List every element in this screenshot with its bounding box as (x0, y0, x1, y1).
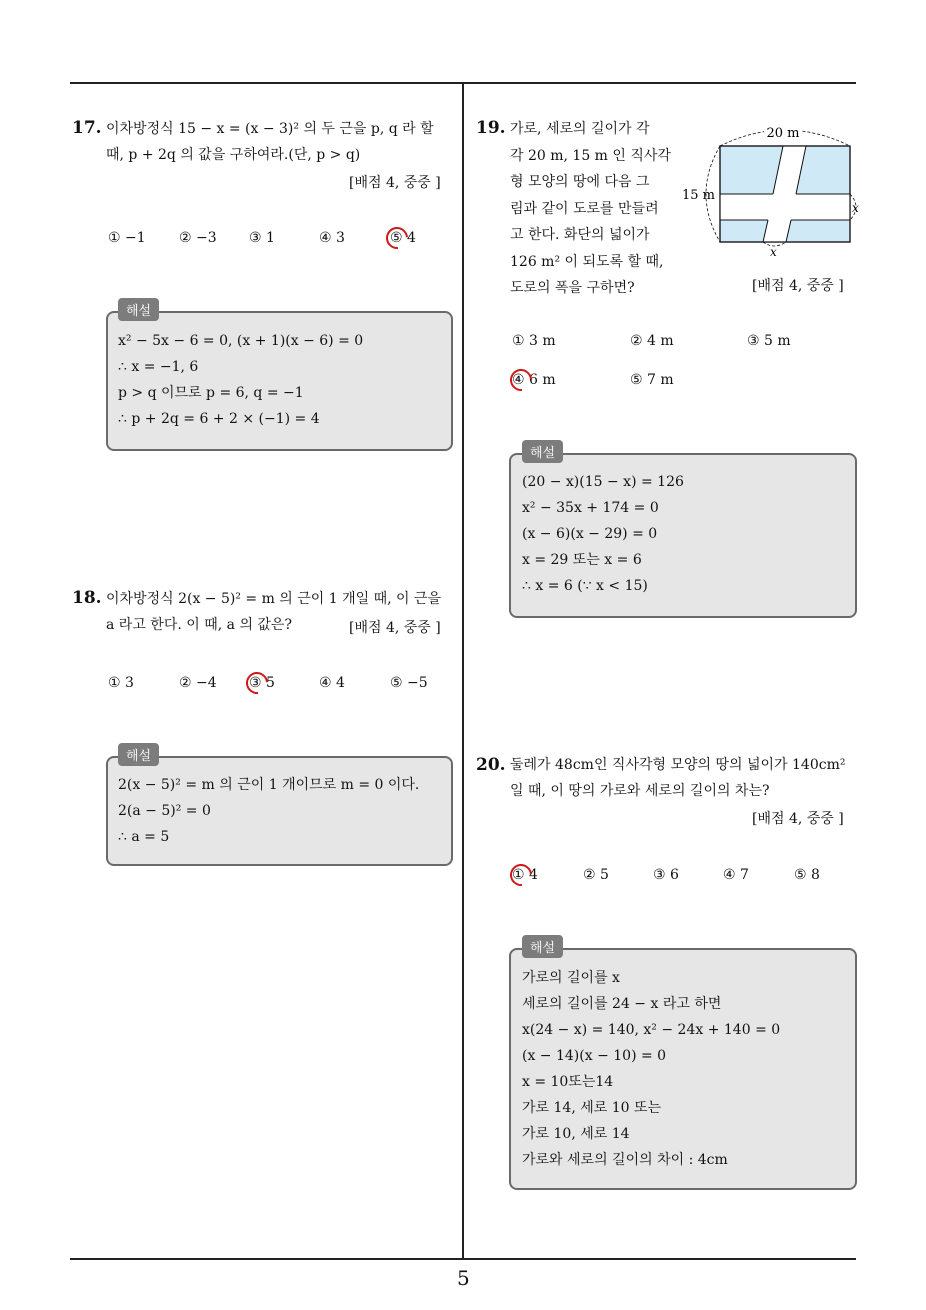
q19-line: 도로의 폭을 구하면? (510, 280, 635, 296)
q20-sol-line: 가로의 길이를 x (522, 970, 620, 986)
q19-line: 림과 같이 도로를 만들려 (510, 200, 659, 217)
q20-choice-4[interactable]: ④ 7 (723, 867, 749, 883)
q20-sol-line: x = 10또는14 (522, 1074, 614, 1090)
q19-choice-2[interactable]: ② 4 m (630, 333, 674, 349)
q19-sol-line: x² − 35x + 174 = 0 (522, 500, 659, 516)
q18-choices (108, 675, 448, 695)
q20-sol-line: 가로 10, 세로 14 (522, 1126, 630, 1142)
q19-top-label: 20 m (766, 126, 800, 141)
q19-number: 19. (476, 118, 506, 138)
q20-solution-tag: 해설 (522, 935, 563, 958)
q19-line: 고 한다. 화단의 넓이가 (510, 227, 650, 243)
q19-figure (680, 118, 866, 258)
q17-choice-3[interactable]: ③ 1 (249, 230, 275, 246)
q20-line1: 둘레가 48cm인 직사각형 모양의 땅의 넓이가 140cm² (510, 757, 846, 773)
q19-solution-text (522, 469, 684, 599)
q19-solution-tag: 해설 (522, 440, 563, 463)
q19-line: 형 모양의 땅에 다음 그 (510, 174, 650, 190)
q18-choice-3[interactable]: ③ 5 (249, 675, 275, 691)
q20-choice-1[interactable]: ① 4 (512, 867, 538, 883)
q20-choice-3[interactable]: ③ 6 (653, 867, 679, 883)
q20-sol-line: x(24 − x) = 140, x² − 24x + 140 = 0 (522, 1022, 781, 1038)
q20-sol-line: (x − 14)(x − 10) = 0 (522, 1048, 667, 1064)
q19-sol-line: ∴ x = 6 (∵ x < 15) (522, 578, 648, 594)
bottom-rule (70, 1258, 856, 1260)
q19-choice-4[interactable]: ④ 6 m (512, 372, 556, 388)
q19-line: 126 m² 이 되도록 할 때, (510, 253, 664, 270)
q18-choice-4[interactable]: ④ 4 (319, 675, 345, 691)
q19-line: 가로, 세로의 길이가 각 (510, 121, 650, 137)
q19-sol-line: (x − 6)(x − 29) = 0 (522, 526, 658, 542)
q18-solution-tag: 해설 (118, 743, 159, 766)
q20-number: 20. (476, 755, 506, 775)
q17-solution-tag: 해설 (118, 298, 159, 321)
q19-line: 각 20 m, 15 m 인 직사각 (510, 147, 671, 164)
q19-choice-3[interactable]: ③ 5 m (747, 333, 791, 349)
q18-choice-5[interactable]: ⑤ −5 (390, 675, 428, 691)
q17-choice-1[interactable]: ① −1 (108, 230, 146, 246)
q17-meta: [배점 4, 중중 ] (349, 175, 441, 191)
q19-sol-line: x = 29 또는 x = 6 (522, 552, 642, 568)
q20-line2: 일 때, 이 땅의 가로와 세로의 길이의 차는? (510, 783, 770, 799)
q19-meta: [배점 4, 중중 ] (752, 278, 844, 294)
q17-choice-5[interactable]: ⑤ 4 (390, 230, 416, 246)
q17-choice-2[interactable]: ② −3 (179, 230, 217, 246)
q20-choices (512, 867, 852, 887)
q19-right-label: x (852, 201, 859, 215)
q17-sol-line: x² − 5x − 6 = 0, (x + 1)(x − 6) = 0 (118, 333, 364, 349)
q18-line1: 이차방정식 2(x − 5)² = m 의 근이 1 개일 때, 이 근을 (106, 591, 442, 607)
q18-number: 18. (72, 588, 102, 608)
q20-sol-line: 가로와 세로의 길이의 차이 : 4cm (522, 1152, 728, 1168)
column-divider (462, 82, 464, 1260)
q19-sol-line: (20 − x)(15 − x) = 126 (522, 474, 684, 490)
q17-number: 17. (72, 118, 102, 138)
q19-bottom-label: x (770, 245, 777, 258)
q18-line2: a 라고 한다. 이 때, a 의 값은? (106, 617, 292, 633)
q19-choice-5[interactable]: ⑤ 7 m (630, 372, 674, 388)
q17-sol-line: ∴ x = −1, 6 (118, 359, 199, 375)
q18-sol-line: 2(a − 5)² = 0 (118, 803, 211, 819)
q18-choice-1[interactable]: ① 3 (108, 675, 134, 691)
q17-line2: 때, p + 2q 의 값을 구하여라.(단, p > q) (106, 147, 361, 163)
q18-meta: [배점 4, 중중 ] (349, 620, 441, 636)
q20-sol-line: 가로 14, 세로 10 또는 (522, 1100, 662, 1116)
q18-sol-line: ∴ a = 5 (118, 829, 170, 845)
q17-stem (106, 116, 456, 168)
q20-sol-line: 세로의 길이를 24 − x 라고 하면 (522, 996, 722, 1012)
q19-choices (512, 333, 852, 393)
q20-meta: [배점 4, 중중 ] (752, 811, 844, 827)
q17-solution-text (118, 328, 363, 432)
page-number: 5 (457, 1266, 470, 1290)
q20-stem (510, 752, 865, 804)
q17-sol-line: p > q 이므로 p = 6, q = −1 (118, 385, 304, 401)
q18-sol-line: 2(x − 5)² = m 의 근이 1 개이므로 m = 0 이다. (118, 777, 420, 793)
q17-line1: 이차방정식 15 − x = (x − 3)² 의 두 근을 p, q 라 할 (106, 121, 434, 137)
q17-choice-4[interactable]: ④ 3 (319, 230, 345, 246)
q19-left-label: 15 m (682, 188, 716, 203)
q18-solution-text (118, 772, 419, 850)
q20-choice-5[interactable]: ⑤ 8 (794, 867, 820, 883)
q19-choice-1[interactable]: ① 3 m (512, 333, 556, 349)
q18-choice-2[interactable]: ② −4 (179, 675, 217, 691)
q20-choice-2[interactable]: ② 5 (583, 867, 609, 883)
q20-solution-text (522, 965, 780, 1173)
q17-sol-line: ∴ p + 2q = 6 + 2 × (−1) = 4 (118, 411, 320, 427)
